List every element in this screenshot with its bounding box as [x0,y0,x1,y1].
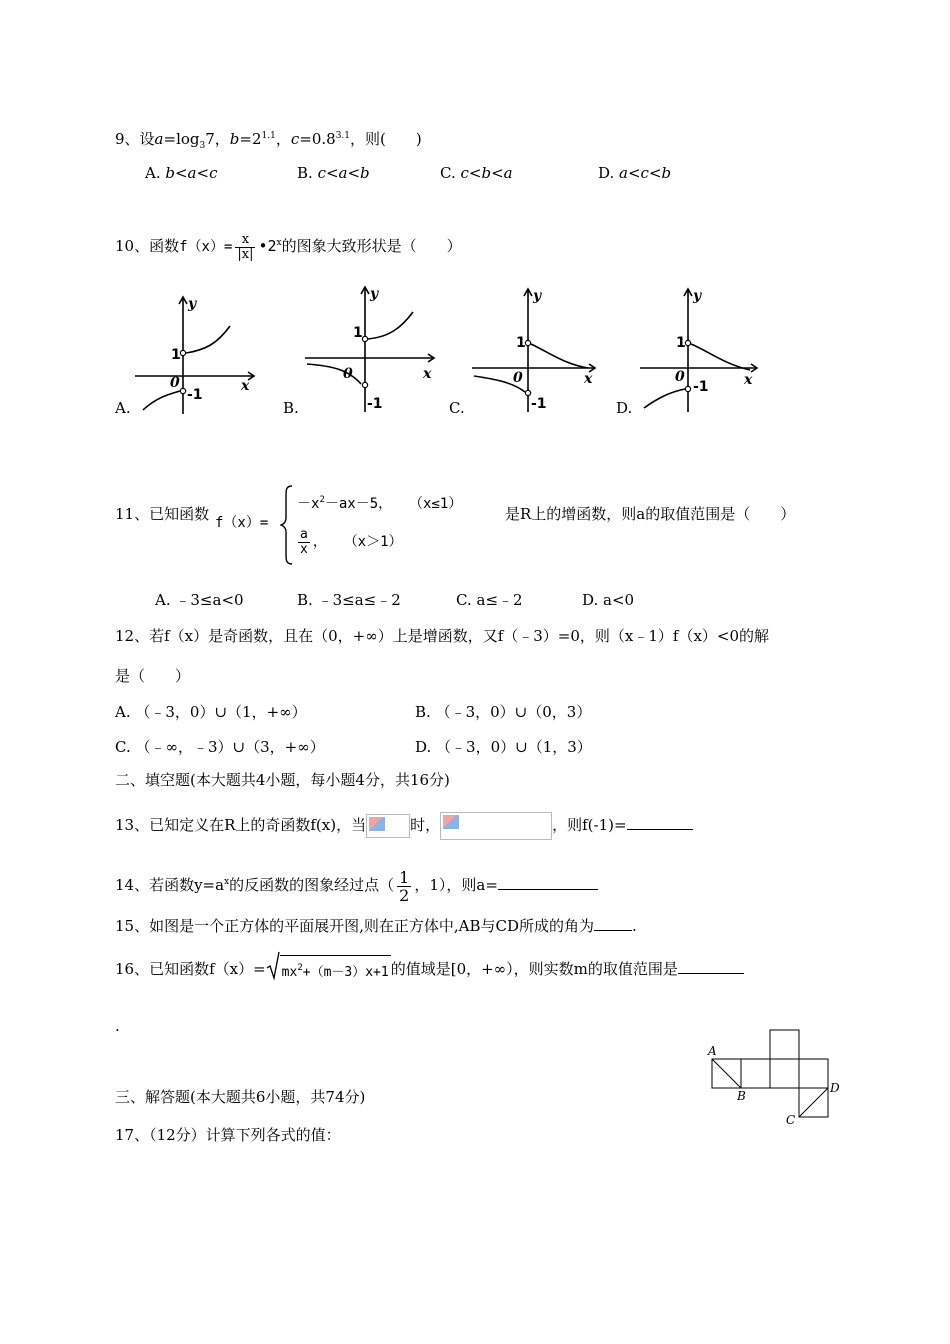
q9-option-d: D. a<c<b [598,164,672,182]
svg-text:0: 0 [343,366,353,382]
q13-condition-image [366,814,410,838]
graph-a [135,292,265,417]
graph-d [638,284,763,414]
q11-brace [280,484,294,566]
q11-func: f（x）= [215,515,269,531]
graph-a-label: A. [115,399,131,417]
graph-b-label: B. [283,399,299,417]
graph-b [303,282,443,414]
q11-suffix: 是R上的增函数，则a的取值范围是（ ） [505,505,796,523]
svg-text:y: y [188,296,197,312]
svg-text:A: A [708,1044,717,1058]
svg-text:-1: -1 [187,387,203,403]
q11-prefix: 11、已知函数 [115,505,210,523]
q11-case1: $-x^2-ax-5$， （x≤1） [297,495,463,512]
q16-continuation-dot: . [115,1017,120,1035]
graph-c-label: C. [449,399,465,417]
graph-c [470,284,602,414]
q11-option-a: A. ﹣3≤a<0 [155,591,244,609]
svg-text:0: 0 [675,369,685,385]
svg-text:x: x [584,371,593,387]
svg-text:x: x [241,378,250,394]
svg-text:0: 0 [513,370,523,386]
svg-text:x: x [423,366,432,382]
q10-stem: 10、函数f（x）= $\frac{x}{|x|}$ •2$^x$的图象大致形状是（ ） [115,231,462,262]
q13-expression-image [440,812,552,840]
q9-option-b: B. c<a<b [297,164,370,182]
q12-line2: 是（ ） [115,667,191,685]
svg-text:-1: -1 [531,396,547,412]
q11-case2: $\frac{a}{x}$ ， （x＞1） [300,526,403,557]
graph-d-label: D. [616,399,633,417]
cube-net-figure [706,1026,846,1126]
q11-option-d: D. a<0 [582,591,635,609]
svg-text:1: 1 [516,335,526,351]
q16-stem: 16、已知函数f（x）= $mx^2+(m-3)x+1$ 的值域是[0，+∞），则实数m的取值范围是 [115,955,744,985]
svg-text:x: x [744,372,753,388]
q13-stem: 13、已知定义在R上的奇函数f(x)，当 时， ，则f(-1)= [115,812,693,840]
q15-stem: 15、如图是一个正方体的平面展开图,则在正方体中,AB与CD所成的角为 . [115,917,637,935]
q16-radical: $mx^2+(m-3)x+1$ [266,955,391,985]
svg-text:1: 1 [676,335,686,351]
svg-text:1: 1 [171,347,181,363]
q12-option-a: A. （﹣3，0）∪（1，+∞） [115,703,307,721]
q11-option-c: C. a≤﹣2 [456,591,523,609]
svg-text:0: 0 [170,375,180,391]
q9-option-c: C. c<b<a [440,164,513,182]
svg-text:C: C [786,1113,796,1126]
svg-text:y: y [693,288,702,304]
q16-answer-blank[interactable] [678,959,744,974]
svg-text:-1: -1 [367,396,383,412]
q14-answer-blank[interactable] [498,875,598,890]
q12-line1: 12、若f（x）是奇函数，且在（0，+∞）上是增函数，又f（﹣3）=0，则（x﹣1）f（x）<0的解 [115,627,770,645]
q14-stem: 14、若函数$y=a^x$的反函数的图象经过点（ $\frac{1}{2}$ ，1），则a= [115,864,598,904]
svg-text:B: B [737,1089,746,1103]
q17-stem: 17、（12分）计算下列各式的值： [115,1126,341,1144]
section-answer-heading: 三、解答题(本大题共6小题，共74分) [115,1088,366,1106]
q13-answer-blank[interactable] [627,815,693,830]
section-fill-in-heading: 二、填空题(本大题共4小题，每小题4分，共16分) [115,771,450,789]
q11-option-b: B. ﹣3≤a≤﹣2 [297,591,401,609]
q12-option-b: B. （﹣3，0）∪（0，3） [415,703,592,721]
svg-text:-1: -1 [693,379,709,395]
q12-option-d: D. （﹣3，0）∪（1，3） [415,738,592,756]
svg-text:y: y [370,286,379,302]
q9-stem: 9、设$a=\log_37$，$b=2^{1.1}$，$c=0.8^{3.1}$，则( ) [115,130,422,151]
svg-text:1: 1 [353,325,363,341]
q9-option-a: A. b<a<c [145,164,218,182]
q15-answer-blank[interactable] [594,916,632,931]
q10-fraction: $\frac{x}{|x|}$ [237,231,254,262]
svg-text:D: D [830,1081,840,1095]
svg-text:y: y [533,288,542,304]
q12-option-c: C. （﹣∞，﹣3）∪（3，+∞） [115,738,325,756]
